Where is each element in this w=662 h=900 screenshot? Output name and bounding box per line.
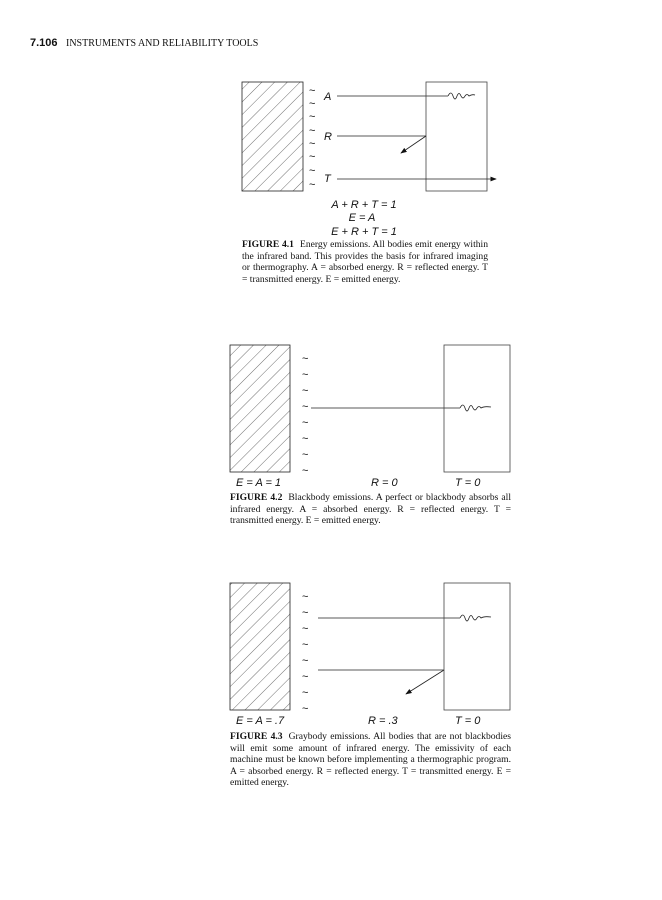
- figure-4-1-diagram: [242, 82, 496, 238]
- svg-text:~: ~: [302, 639, 309, 651]
- running-title: INSTRUMENTS AND RELIABILITY TOOLS: [66, 38, 259, 49]
- caption-label: FIGURE 4.2: [230, 492, 283, 503]
- svg-text:~: ~: [309, 151, 316, 163]
- caption-text: Blackbody emissions. A perfect or blackbody absorbs all infrared energy. A = absorbed energy. R = reflected energy. T = transmitted energy. E = emitted energy.: [230, 492, 511, 527]
- equation-1: A + R + T = 1: [331, 199, 397, 211]
- svg-text:~: ~: [302, 703, 309, 715]
- svg-text:~: ~: [302, 607, 309, 619]
- equation-3: E + R + T = 1: [331, 226, 397, 238]
- absorbed-wave: [448, 93, 475, 99]
- value-r: R = .3: [368, 715, 398, 727]
- svg-text:~: ~: [302, 353, 309, 365]
- label-a: A: [324, 91, 332, 103]
- value-t: T = 0: [455, 715, 481, 727]
- label-r: R: [324, 131, 332, 143]
- receiving-body: [444, 583, 510, 710]
- svg-text:~: ~: [302, 369, 309, 381]
- caption-text: Energy emissions. All bodies emit energy within the infrared band. This provides the basis for infrared imaging or thermography. A = absorbed energy. R = reflected energy. T = transmitted energy. E = emitted energy.: [242, 239, 488, 285]
- value-t: T = 0: [455, 477, 481, 489]
- equation-2: E = A: [348, 212, 376, 224]
- value-r: R = 0: [371, 477, 398, 489]
- svg-text:~: ~: [309, 98, 316, 110]
- svg-text:~: ~: [302, 465, 309, 477]
- svg-text:~: ~: [309, 125, 316, 137]
- svg-text:~: ~: [302, 449, 309, 461]
- svg-text:~: ~: [309, 138, 316, 150]
- svg-text:~: ~: [302, 433, 309, 445]
- blackbody: [230, 345, 290, 472]
- value-e-a: E = A = .7: [236, 715, 285, 727]
- figure-4-2-caption: [230, 492, 511, 527]
- figure-4-1-caption: [242, 239, 488, 285]
- graybody: [230, 583, 290, 710]
- svg-text:~: ~: [309, 179, 316, 191]
- emission-tildes: [302, 591, 308, 715]
- svg-text:~: ~: [302, 655, 309, 667]
- figure-4-3-caption: [230, 731, 511, 789]
- svg-text:~: ~: [309, 85, 316, 97]
- svg-text:~: ~: [302, 623, 309, 635]
- svg-text:~: ~: [302, 591, 309, 603]
- svg-text:~: ~: [309, 165, 316, 177]
- emission-tildes: [309, 85, 315, 191]
- svg-text:~: ~: [302, 687, 309, 699]
- svg-text:~: ~: [302, 671, 309, 683]
- svg-text:~: ~: [302, 385, 309, 397]
- label-t: T: [324, 173, 331, 185]
- receiving-body: [426, 82, 487, 191]
- caption-text: Graybody emissions. All bodies that are not blackbodies will emit some amount of infrared energy. The emissivity of each machine must be known before implementing a thermographic program. A = absorbed energy. R = reflected energy. T = transmitted energy. E = emitted energy.: [230, 731, 512, 789]
- caption-label: FIGURE 4.3: [230, 731, 283, 742]
- value-e-a: E = A = 1: [236, 477, 282, 489]
- caption-label: FIGURE 4.1: [242, 239, 294, 250]
- svg-text:~: ~: [302, 417, 309, 429]
- figure-4-2-diagram: [230, 345, 510, 489]
- svg-text:~: ~: [309, 111, 316, 123]
- figure-4-3-diagram: [230, 583, 510, 727]
- emitting-body: [242, 82, 303, 191]
- svg-text:~: ~: [302, 401, 309, 413]
- emission-tildes: [302, 353, 308, 477]
- page-number: 7.106: [30, 37, 58, 49]
